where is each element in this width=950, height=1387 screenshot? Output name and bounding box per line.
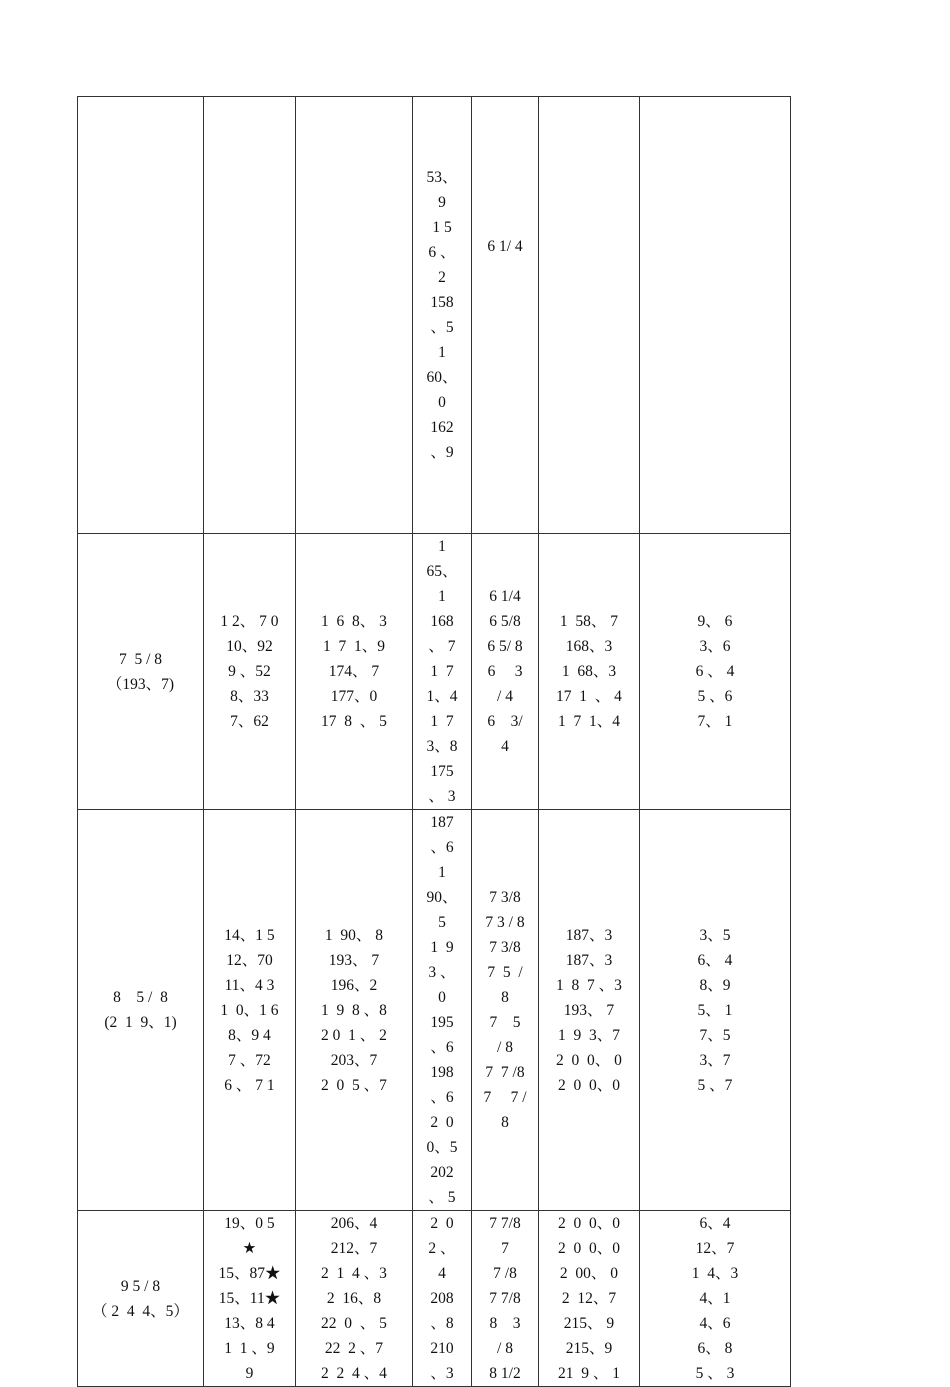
cell-text-line: 7 3/8	[489, 889, 521, 906]
cell-text-line: 4	[438, 1265, 446, 1282]
cell-text-line: 2 0 0、 0	[556, 1051, 622, 1069]
cell-text-line: 65、	[426, 563, 458, 580]
cell-text-line: 1 9	[430, 939, 454, 956]
cell-text-line: 193、 7	[328, 951, 380, 969]
cell-text-line: 7、62	[230, 713, 269, 730]
table-cell	[413, 534, 472, 810]
cell-text-line: 7、 1	[697, 713, 733, 730]
cell-text-line: 12、70	[226, 951, 273, 969]
cell-text-line: 、9	[430, 444, 454, 461]
cell-text-line: 14、1 5	[224, 926, 275, 944]
cell-text-line: 6 1/4	[489, 588, 521, 605]
table-cell	[472, 534, 539, 810]
cell-text-line: 17 1 、 4	[556, 688, 622, 705]
cell-text-line: 1 90、 8	[324, 926, 384, 944]
cell-text-line: 1、4	[426, 688, 458, 705]
cell-text-line: 1 8 7 、3	[556, 976, 622, 994]
cell-text-line: 198	[430, 1064, 454, 1081]
table-cell	[413, 97, 472, 534]
cell-text-line: 53、	[426, 169, 458, 186]
table-cell	[472, 97, 539, 534]
cell-text-line: 8、33	[230, 688, 269, 705]
cell-text-line: 5 、6	[697, 688, 733, 705]
cell-text-line: 2	[438, 269, 446, 286]
cell-text-line: 7 /8	[493, 1265, 517, 1282]
cell-text-line: 8、9 4	[228, 1026, 271, 1044]
cell-text-line: 2 0	[430, 1215, 454, 1232]
cell-text-line: 196、2	[330, 976, 378, 994]
table-cell	[640, 97, 791, 534]
cell-text-line: 175	[430, 763, 454, 780]
cell-text-line: / 4	[497, 688, 513, 705]
cell-text-line: 22 0 、 5	[321, 1315, 387, 1332]
cell-text-line: 8	[501, 989, 509, 1006]
cell-text-line: 60、	[426, 369, 458, 386]
table-cell	[78, 810, 204, 1211]
cell-text-line: 7	[501, 1240, 509, 1257]
cell-text-line: 1	[438, 864, 446, 881]
cell-text-line: 8	[501, 1114, 509, 1131]
cell-text-line: 6 3	[487, 663, 523, 680]
cell-text-line: 3、5	[699, 926, 731, 944]
cell-text-line: 208	[430, 1290, 454, 1307]
cell-text-line: （193、7)	[106, 675, 175, 693]
cell-text-line: 195	[430, 1014, 454, 1031]
cell-text-line: 2 、	[428, 1240, 456, 1257]
cell-text-line: 174、 7	[328, 663, 380, 680]
cell-text-line: 6 5/ 8	[487, 638, 523, 655]
table-cell	[472, 810, 539, 1211]
table-cell	[296, 97, 413, 534]
cell-text-line: 7 3/8	[489, 939, 521, 956]
cell-text-line: 2 12、7	[561, 1290, 617, 1307]
data-table	[77, 96, 791, 1387]
cell-text-line: 2 0 0、0	[557, 1076, 620, 1094]
cell-text-line: 7 、72	[228, 1051, 271, 1069]
cell-text-line: 1 58、 7	[559, 613, 619, 630]
cell-text-line: 、8	[430, 1315, 454, 1332]
table-cell	[472, 1211, 539, 1387]
table-cell	[413, 810, 472, 1211]
cell-text-line: 168	[430, 613, 454, 630]
cell-text-line: 3、7	[699, 1051, 731, 1069]
cell-text-line: 1 7 1、9	[322, 638, 385, 655]
cell-text-line: 8 3	[489, 1315, 521, 1332]
table-cell	[413, 1211, 472, 1387]
cell-text-line: 6 、 4	[695, 663, 735, 680]
cell-text-line: 187	[430, 814, 454, 831]
table-cell	[539, 1211, 640, 1387]
cell-text-line: 6、 4	[697, 951, 733, 969]
table-cell	[640, 1211, 791, 1387]
table-cell	[204, 810, 296, 1211]
cell-text-line: 1	[438, 588, 446, 605]
cell-text-line: 4、6	[699, 1315, 731, 1332]
cell-text-line: 7 7/8	[489, 1215, 521, 1232]
cell-text-line: 210	[430, 1340, 454, 1357]
cell-text-line: 203、7	[330, 1051, 378, 1069]
cell-text-line: 1 7 1、4	[557, 713, 620, 730]
cell-text-line: 7 5	[489, 1014, 521, 1031]
table-cell	[204, 97, 296, 534]
cell-text-line: 187、3	[565, 951, 613, 969]
cell-text-line: 、 3	[428, 788, 456, 805]
cell-text-line: 7 5 /	[487, 964, 523, 981]
cell-text-line: 、5	[430, 319, 454, 336]
cell-text-line: 1 4、3	[691, 1265, 739, 1282]
cell-text-line: / 8	[497, 1039, 513, 1056]
table-cell	[296, 810, 413, 1211]
cell-text-line: 5	[438, 914, 446, 931]
cell-text-line: 158	[430, 294, 454, 311]
cell-text-line: 187、3	[565, 926, 613, 944]
cell-text-line: 15、11★	[218, 1290, 281, 1307]
cell-text-line: 11、4 3	[224, 976, 275, 994]
cell-text-line: 、6	[430, 1089, 454, 1106]
cell-text-line: 3、6	[699, 638, 731, 655]
cell-text-line: 21 9 、 1	[557, 1365, 620, 1382]
table-cell	[640, 534, 791, 810]
cell-text-line: 8 5 / 8	[113, 989, 168, 1006]
cell-text-line: 1 7	[430, 713, 454, 730]
cell-text-line: 1 68、3	[561, 663, 617, 680]
table-cell	[78, 534, 204, 810]
cell-text-line: 212、7	[330, 1240, 378, 1257]
cell-text-line: 1	[438, 344, 446, 361]
cell-text-line: 、 7	[428, 638, 456, 655]
table-cell	[78, 1211, 204, 1387]
table-row	[78, 534, 791, 810]
cell-text-line: 2 0	[430, 1114, 454, 1131]
cell-text-line: 6 5/8	[489, 613, 521, 630]
cell-text-line: 215、9	[565, 1340, 613, 1357]
cell-text-line: 7 7/8	[489, 1290, 521, 1307]
cell-text-line: 8、9	[699, 976, 731, 994]
table-body	[78, 97, 791, 1387]
cell-text-line: 17 8 、 5	[321, 713, 387, 730]
cell-text-line: 0、5	[426, 1139, 458, 1156]
cell-text-line: 2 16、8	[326, 1290, 382, 1307]
cell-text-line: 1 2、 7 0	[220, 613, 279, 630]
table-row	[78, 810, 791, 1211]
cell-text-line: 5 、 3	[695, 1365, 735, 1382]
cell-text-line: 9 5 / 8	[120, 1277, 161, 1295]
table-cell	[204, 534, 296, 810]
cell-text-line: 2 0 1 、 2	[321, 1026, 387, 1044]
cell-text-line: 1 6 8、 3	[321, 613, 387, 630]
cell-text-line: ★	[242, 1240, 257, 1257]
table-cell	[539, 97, 640, 534]
cell-text-line: 7 3 / 8	[485, 914, 525, 931]
cell-text-line: 202	[430, 1164, 454, 1181]
cell-text-line: 0	[438, 989, 446, 1006]
table-cell	[296, 534, 413, 810]
cell-text-line: 4	[501, 738, 509, 755]
cell-text-line: (2 1 9、1)	[104, 1014, 177, 1031]
cell-text-line: 193、 7	[563, 1001, 615, 1019]
cell-text-line: 3、8	[426, 738, 458, 755]
cell-text-line: 1 5	[432, 219, 452, 236]
cell-text-line: 1 0、1 6	[220, 1001, 279, 1019]
cell-text-line: 13、8 4	[224, 1315, 275, 1332]
cell-text-line: 90、	[426, 889, 458, 906]
cell-text-line: 9 、52	[228, 663, 271, 680]
table-cell	[296, 1211, 413, 1387]
cell-text-line: 2 0 5 、7	[321, 1076, 387, 1094]
cell-text-line: 168、3	[565, 638, 613, 655]
cell-text-line: 177、0	[330, 688, 378, 705]
cell-text-line: 2 2 4 、4	[321, 1365, 387, 1382]
table-cell	[204, 1211, 296, 1387]
cell-text-line: 5 、7	[697, 1076, 733, 1094]
table-cell	[78, 97, 204, 534]
cell-text-line: 22 2 、7	[324, 1340, 384, 1357]
table-row	[78, 1211, 791, 1387]
cell-text-line: （ 2 4 4、5）	[92, 1302, 189, 1320]
cell-text-line: 2 0 0、0	[557, 1240, 620, 1257]
cell-text-line: 5、 1	[697, 1001, 733, 1019]
cell-text-line: 1 7	[430, 663, 454, 680]
cell-text-line: 7 5 / 8	[118, 650, 163, 668]
cell-text-line: 9	[438, 194, 446, 211]
cell-text-line: 9	[245, 1365, 254, 1382]
table-row	[78, 97, 791, 534]
cell-text-line: 215、 9	[563, 1315, 615, 1332]
cell-text-line: 6 、 7 1	[224, 1076, 275, 1094]
cell-text-line: / 8	[497, 1340, 513, 1357]
cell-text-line: 7、5	[699, 1026, 731, 1044]
cell-text-line: 15、87★	[218, 1265, 281, 1282]
cell-text-line: 6 1/ 4	[487, 238, 523, 255]
cell-text-line: 2 0 0、0	[557, 1215, 620, 1232]
cell-text-line: 6、4	[699, 1215, 731, 1232]
cell-text-line: 、6	[430, 839, 454, 856]
cell-text-line: 7 7 /	[483, 1089, 527, 1106]
cell-text-line: 9、 6	[697, 613, 733, 630]
cell-text-line: 12、7	[695, 1240, 735, 1257]
cell-text-line: 1 9 3、7	[557, 1026, 620, 1044]
cell-text-line: 3 、	[428, 964, 456, 981]
cell-text-line: 162	[430, 419, 454, 436]
cell-text-line: 0	[438, 394, 446, 411]
table-cell	[539, 534, 640, 810]
cell-text-line: 10、92	[226, 638, 273, 655]
cell-text-line: 1 1 、9	[224, 1340, 275, 1357]
table-cell	[539, 810, 640, 1211]
cell-text-line: 、6	[430, 1039, 454, 1056]
cell-text-line: 2 1 4 、3	[321, 1265, 387, 1282]
cell-text-line: 2 00、 0	[559, 1265, 619, 1282]
cell-text-line: 1 9 8 、8	[321, 1001, 387, 1019]
cell-text-line: 6 3/	[487, 713, 523, 730]
cell-text-line: 19、0 5	[224, 1215, 275, 1232]
cell-text-line: 6 、	[428, 244, 456, 261]
cell-text-line: 8 1/2	[489, 1365, 521, 1382]
cell-text-line: 6、 8	[697, 1340, 733, 1357]
cell-text-line: 7 7 /8	[485, 1064, 525, 1081]
cell-text-line: 、3	[430, 1365, 454, 1382]
cell-text-line: 4、1	[699, 1290, 731, 1307]
table-cell	[640, 810, 791, 1211]
cell-text-line: 1	[438, 538, 446, 555]
cell-text-line: 、 5	[428, 1189, 456, 1206]
cell-text-line: 206、4	[330, 1215, 378, 1232]
